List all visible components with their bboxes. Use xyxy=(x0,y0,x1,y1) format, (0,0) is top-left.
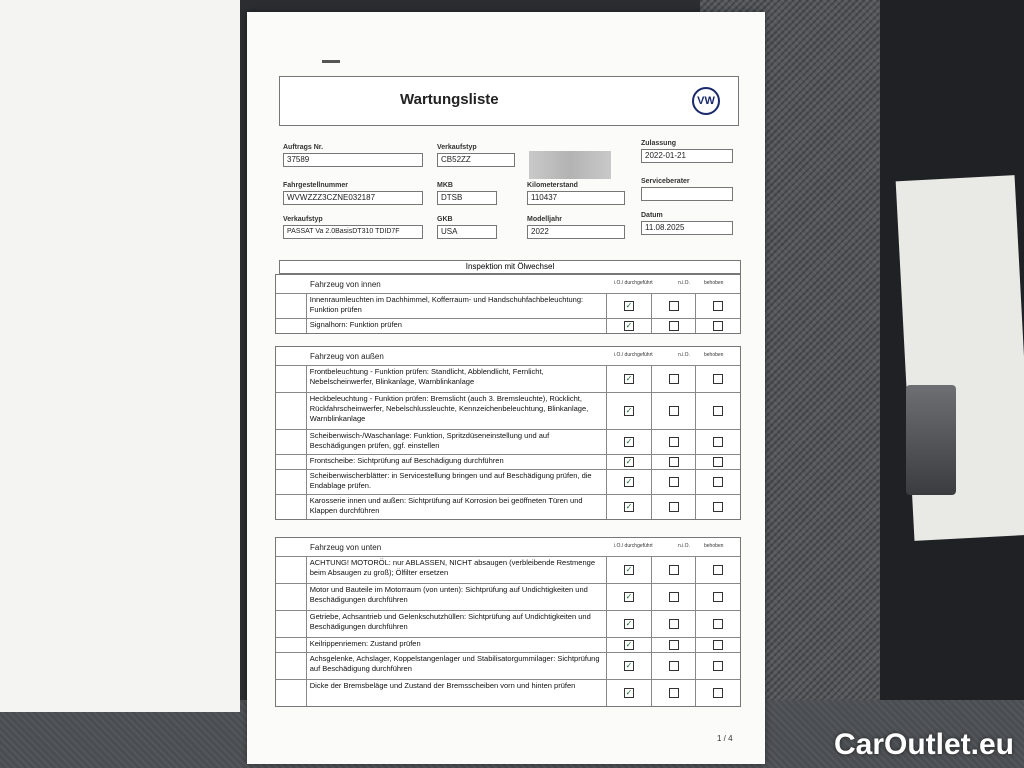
checkbox-not-ok[interactable] xyxy=(669,619,679,629)
blank-sheet xyxy=(0,0,240,712)
document-title: Wartungsliste xyxy=(400,91,499,108)
table-row: Signalhorn: Funktion prüfen ✓ xyxy=(276,319,740,333)
checkbox-not-ok[interactable] xyxy=(669,565,679,575)
page-number: 1 / 4 xyxy=(717,734,733,743)
vw-logo-icon: VW xyxy=(692,87,720,115)
section-interior xyxy=(275,274,741,334)
table-row: Karosserie innen und außen: Sichtprüfung auf Korrosion bei geöffneten Türen und Klappen durchführen ✓ xyxy=(276,495,740,519)
checkbox-ok[interactable]: ✓ xyxy=(625,502,633,511)
checkbox-fixed[interactable] xyxy=(713,661,723,671)
checkbox-ok[interactable]: ✓ xyxy=(625,406,633,415)
checkbox-not-ok[interactable] xyxy=(669,661,679,671)
col-ok: i.O./ durchgeführt xyxy=(614,352,653,358)
checkbox-fixed[interactable] xyxy=(713,374,723,384)
checkbox-fixed[interactable] xyxy=(713,477,723,487)
checkbox-ok[interactable]: ✓ xyxy=(625,661,633,670)
checkbox-fixed[interactable] xyxy=(713,688,723,698)
table-row: Getriebe, Achsantrieb und Gelenkschutzhüllen: Sichtprüfung auf Undichtigkeiten und Beschädigungen durchführen ✓ xyxy=(276,611,740,638)
checkbox-not-ok[interactable] xyxy=(669,457,679,467)
col-fixed: behoben xyxy=(704,352,724,358)
checkbox-fixed[interactable] xyxy=(713,406,723,416)
checkbox-ok[interactable]: ✓ xyxy=(625,688,633,697)
checkbox-not-ok[interactable] xyxy=(669,374,679,384)
booklet-car-image xyxy=(906,385,956,495)
field-date: Datum 11.08.2025 xyxy=(641,212,733,235)
header-box xyxy=(279,76,739,126)
checkbox-ok[interactable]: ✓ xyxy=(625,437,633,446)
field-order-number: Auftrags Nr. 37589 xyxy=(283,144,423,167)
field-model-type: Verkaufstyp PASSAT Va 2.0BasisDT310 TDID7F xyxy=(283,216,423,239)
section-exterior xyxy=(275,346,741,520)
table-row: Frontbeleuchtung - Funktion prüfen: Standlicht, Abblendlicht, Fernlicht, Nebelscheinwerfer, Blinkanlage, Warnblinkanlage ✓ xyxy=(276,366,740,393)
checkbox-ok[interactable]: ✓ xyxy=(625,374,633,383)
table-row: Scheibenwischerblätter: in Servicestellung bringen und auf Beschädigung prüfen, die Endablage prüfen. ✓ xyxy=(276,470,740,495)
checkbox-not-ok[interactable] xyxy=(669,688,679,698)
table-row: ACHTUNG! MOTORÖL: nur ABLASSEN, NICHT absaugen (verbleibende Restmenge beim Absaugen zu groß); Ölfilter ersetzen ✓ xyxy=(276,557,740,584)
field-registration: Zulassung 2022-01-21 xyxy=(641,140,733,163)
checkbox-ok[interactable]: ✓ xyxy=(625,640,633,649)
checkbox-not-ok[interactable] xyxy=(669,477,679,487)
table-row: Frontscheibe: Sichtprüfung auf Beschädigung durchführen ✓ xyxy=(276,455,740,470)
checkbox-ok[interactable]: ✓ xyxy=(625,457,633,466)
checkbox-fixed[interactable] xyxy=(713,565,723,575)
checkbox-fixed[interactable] xyxy=(713,619,723,629)
col-ok: i.O./ durchgeführt xyxy=(614,280,653,286)
table-row: Achsgelenke, Achslager, Koppelstangenlager und Stabilisatorgummilager: Sichtprüfung auf Beschädigung durchführen ✓ xyxy=(276,653,740,680)
checkbox-ok[interactable]: ✓ xyxy=(625,301,633,310)
checkbox-fixed[interactable] xyxy=(713,502,723,512)
table-row: Motor und Bauteile im Motorraum (von unten): Sichtprüfung auf Undichtigkeiten und Beschädigungen durchführen ✓ xyxy=(276,584,740,611)
maintenance-sheet xyxy=(247,12,765,764)
col-not-ok: n.i.O. xyxy=(678,543,690,549)
checkbox-not-ok[interactable] xyxy=(669,437,679,447)
checkbox-fixed[interactable] xyxy=(713,457,723,467)
col-ok: i.O./ durchgeführt xyxy=(614,543,653,549)
checkbox-fixed[interactable] xyxy=(713,301,723,311)
checkbox-fixed[interactable] xyxy=(713,321,723,331)
checkbox-not-ok[interactable] xyxy=(669,592,679,602)
checkbox-not-ok[interactable] xyxy=(669,406,679,416)
section-title: Fahrzeug von innen xyxy=(310,280,381,289)
checkbox-not-ok[interactable] xyxy=(669,640,679,650)
checkbox-ok[interactable]: ✓ xyxy=(625,619,633,628)
table-row: Innenraumleuchten im Dachhimmel, Kofferraum- und Handschuhfachbeleuchtung: Funktion prüfen ✓ xyxy=(276,294,740,319)
checkbox-not-ok[interactable] xyxy=(669,301,679,311)
service-type: Inspektion mit Ölwechsel xyxy=(279,260,741,274)
checkbox-not-ok[interactable] xyxy=(669,321,679,331)
field-model-year: Modelljahr 2022 xyxy=(527,216,625,239)
col-not-ok: n.i.O. xyxy=(678,352,690,358)
section-title: Fahrzeug von außen xyxy=(310,352,384,361)
checkbox-not-ok[interactable] xyxy=(669,502,679,512)
section-underbody xyxy=(275,537,741,707)
col-fixed: behoben xyxy=(704,543,724,549)
staple xyxy=(322,60,340,63)
table-row: Heckbeleuchtung - Funktion prüfen: Bremslicht (auch 3. Bremsleuchte), Rücklicht, Rückfahrscheinwerfer, Nebelschlussleuchte, Kennzeichenbeleuchtung, Blinkanlage, Warnblinkanlage ✓ xyxy=(276,393,740,430)
col-not-ok: n.i.O. xyxy=(678,280,690,286)
field-vin: Fahrgestellnummer WVWZZZ3CZNE032187 xyxy=(283,182,423,205)
col-fixed: behoben xyxy=(704,280,724,286)
checkbox-ok[interactable]: ✓ xyxy=(625,592,633,601)
field-sales-type: Verkaufstyp CB52ZZ xyxy=(437,144,515,167)
table-row: Dicke der Bremsbeläge und Zustand der Bremsscheiben vorn und hinten prüfen ✓ xyxy=(276,680,740,706)
table-row: Keilrippenriemen: Zustand prüfen ✓ xyxy=(276,638,740,653)
field-mkb: MKB DTSB xyxy=(437,182,497,205)
checkbox-fixed[interactable] xyxy=(713,640,723,650)
section-title: Fahrzeug von unten xyxy=(310,543,382,552)
watermark: CarOutlet.eu xyxy=(833,728,1014,761)
field-service-advisor: Serviceberater xyxy=(641,178,733,201)
checkbox-ok[interactable]: ✓ xyxy=(625,565,633,574)
checkbox-fixed[interactable] xyxy=(713,592,723,602)
checkbox-ok[interactable]: ✓ xyxy=(625,477,633,486)
checkbox-fixed[interactable] xyxy=(713,437,723,447)
checkbox-ok[interactable]: ✓ xyxy=(625,321,633,330)
field-gkb: GKB USA xyxy=(437,216,497,239)
field-mileage: Kilometerstand 110437 xyxy=(527,182,625,205)
redacted-area xyxy=(529,151,611,179)
table-row: Scheibenwisch-/Waschanlage: Funktion, Spritzdüseneinstellung und auf Beschädigungen prüfen, ggf. einstellen ✓ xyxy=(276,430,740,455)
